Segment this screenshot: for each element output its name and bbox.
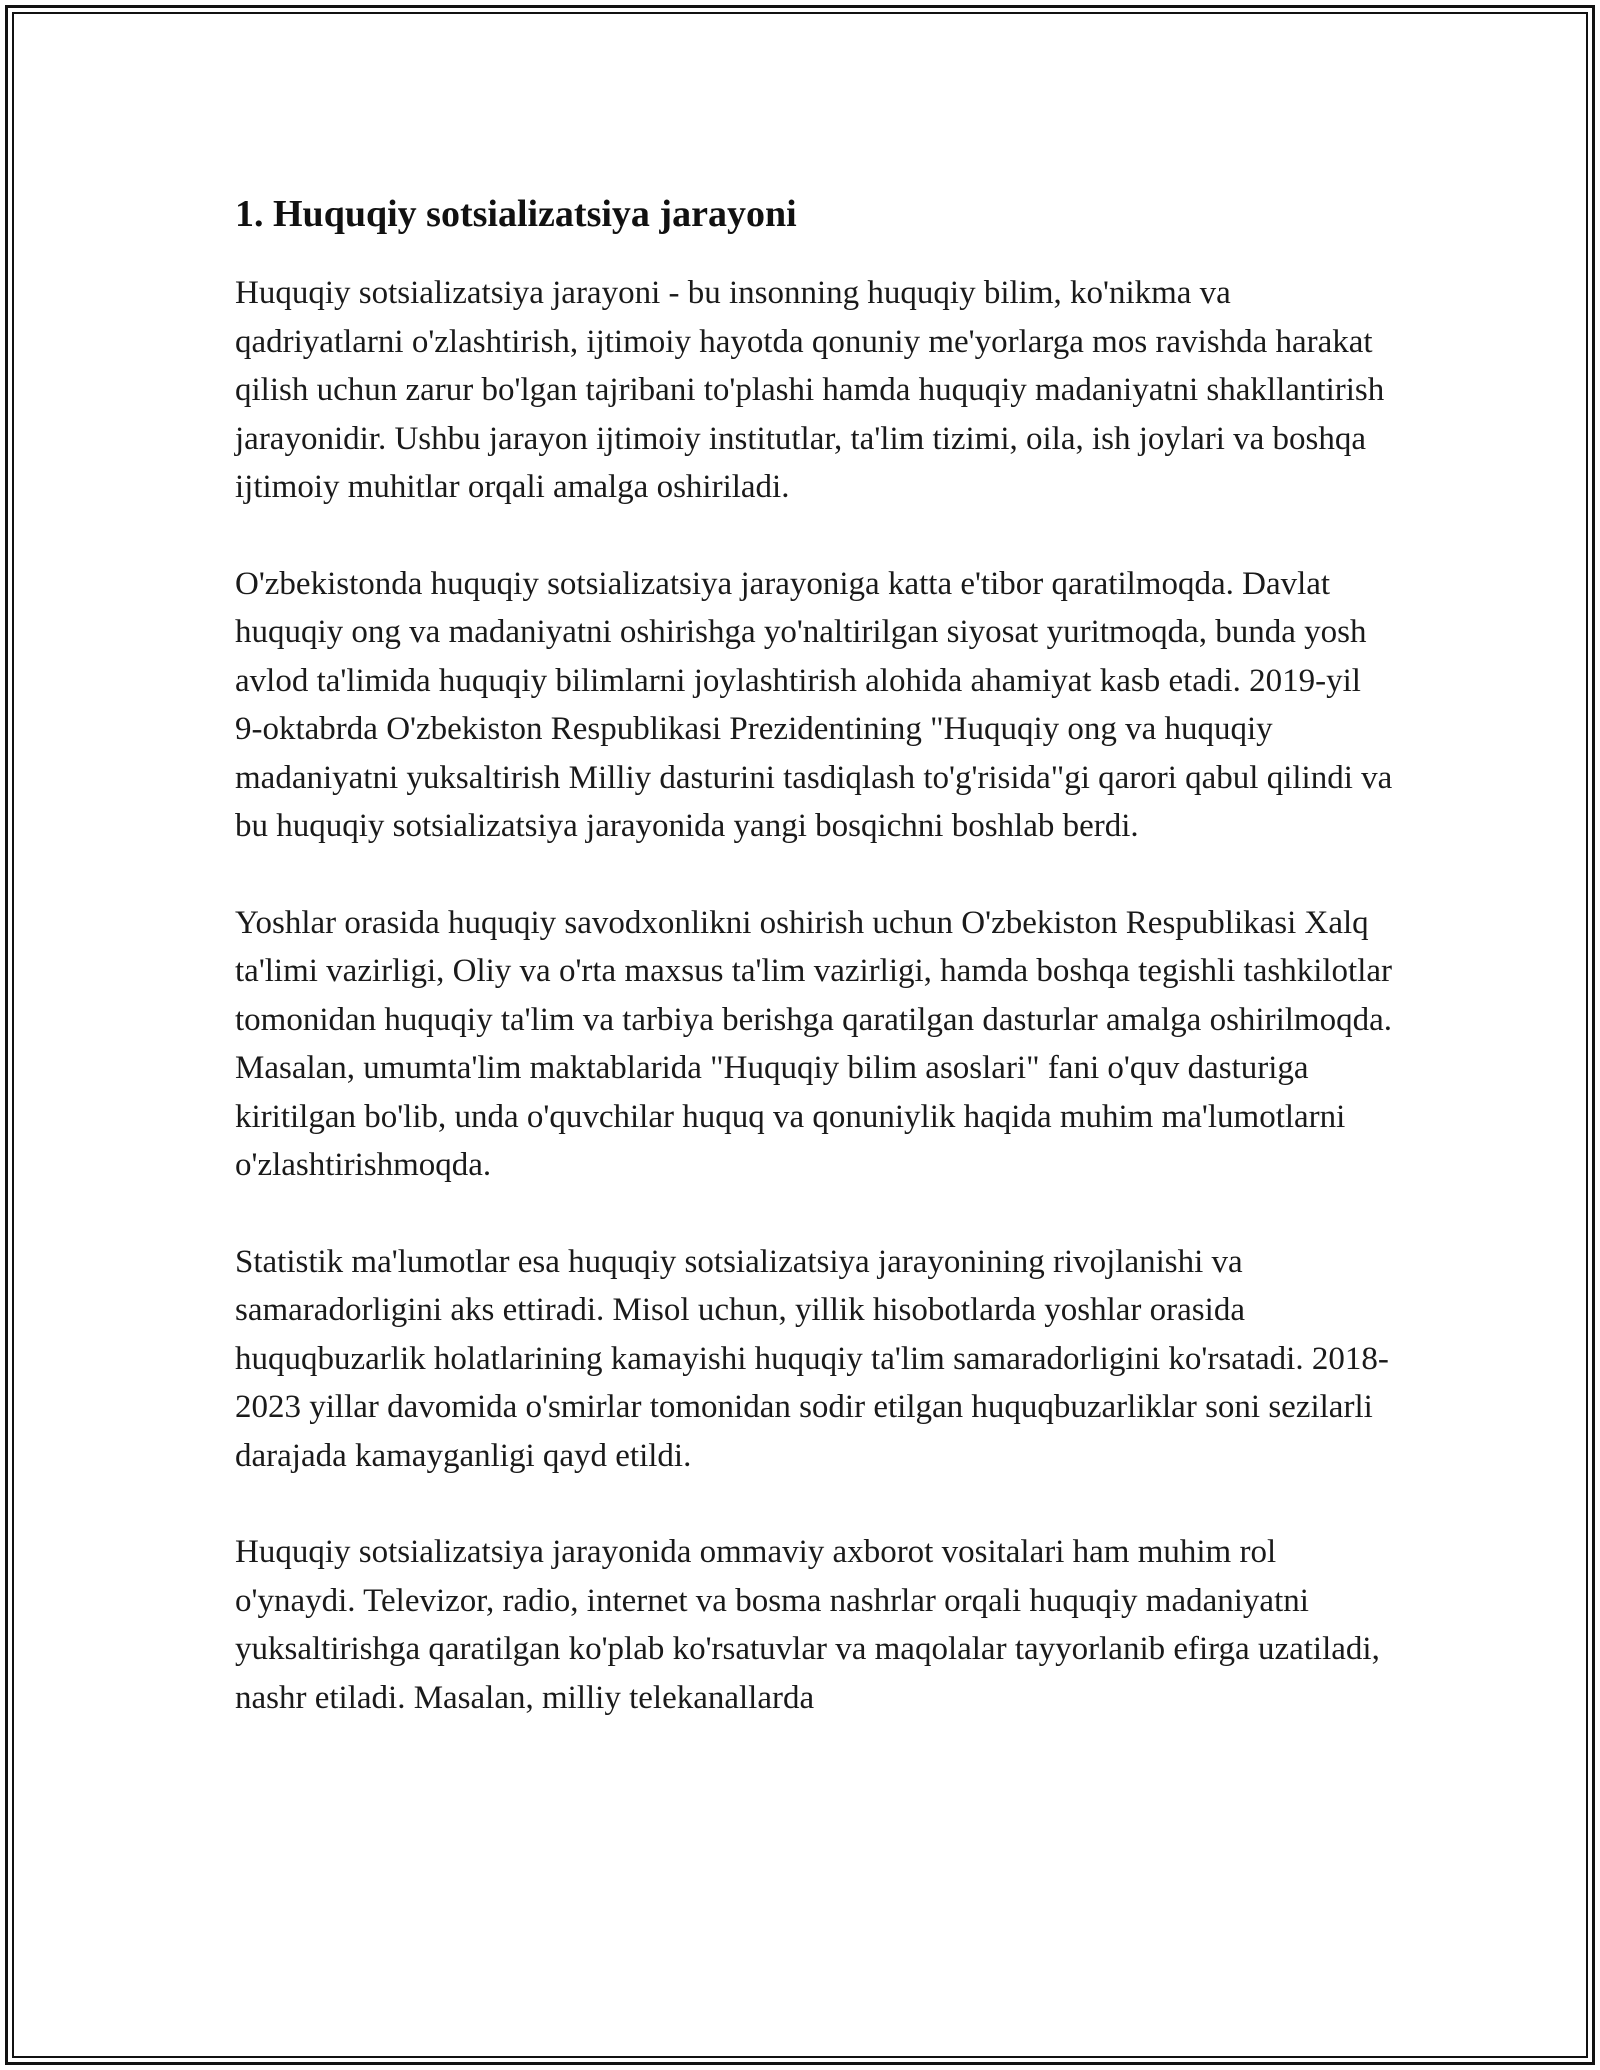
paragraph-mass-media: Huquqiy sotsializatsiya jarayonida ommaviy axborot vositalari ham muhim rol o'ynaydi. Televizor, radio, internet va bosma nashrlar orqali huquqiy madaniyatni yuksaltirishga qaratilgan ko'plab ko'rsatuvlar va maqolalar tayyorlanib efirga uzatiladi, nashr etiladi. Masalan, milliy telekanallarda [235,1534,1380,1716]
document-body [235,185,1395,1722]
paragraph-youth-education: Yoshlar orasida huquqiy savodxonlikni oshirish uchun O'zbekiston Respublikasi Xalq ta'limi vazirligi, Oliy va o'rta maxsus ta'lim vazirligi, hamda boshqa tegishli tashkilotlar tomonidan huquqiy ta'lim va tarbiya berishga qaratilgan dasturlar amalga oshirilmoqda. Masalan, umumta'lim maktablarida "Huquqiy bilim asoslari" fani o'quv dasturiga kiritilgan bo'lib, unda o'quvchilar huquq va qonuniylik haqida muhim ma'lumotlarni o'zlashtirishmoqda. [235,904,1393,1183]
paragraph-definition: Huquqiy sotsializatsiya jarayoni - bu insonning huquqiy bilim, ko'nikma va qadriyatlarni o'zlashtirish, ijtimoiy hayotda qonuniy me'yorlarga mos ravishda harakat qilish uchun zarur bo'lgan tajribani to'plashi hamda huquqiy madaniyatni shakllantirish jarayonidir. Ushbu jarayon ijtimoiy institutlar, ta'lim tizimi, oila, ish joylari va boshqa ijtimoiy muhitlar orqali amalga oshiriladi. [235,275,1385,505]
paragraph-statistics: Statistik ma'lumotlar esa huquqiy sotsializatsiya jarayonining rivojlanishi va samaradorligini aks ettiradi. Misol uchun, yillik hisobotlarda yoshlar orasida huquqbuzarlik holatlarining kamayishi huquqiy ta'lim samaradorligini ko'rsatadi. 2018-2023 yillar davomida o'smirlar tomonidan sodir etilgan huquqbuzarliklar soni sezilarli darajada kamayganligi qayd etildi. [235,1243,1389,1474]
paragraph-uzbekistan-policy: O'zbekistonda huquqiy sotsializatsiya jarayoniga katta e'tibor qaratilmoqda. Davlat huquqiy ong va madaniyatni oshirishga yo'naltirilgan siyosat yuritmoqda, bunda yosh avlod ta'limida huquqiy bilimlarni joylashtirish alohida ahamiyat kasb etadi. 2019-yil 9-oktabrda O'zbekiston Respublikasi Prezidentining "Huquqiy ong va huquqiy madaniyatni yuksaltirish Milliy dasturini tasdiqlash to'g'risida"gi qarori qabul qilindi va bu huquqiy sotsializatsiya jarayonida yangi bosqichni boshlab berdi. [235,565,1393,844]
section-title: 1. Huquqiy sotsializatsiya jarayoni [235,193,797,235]
